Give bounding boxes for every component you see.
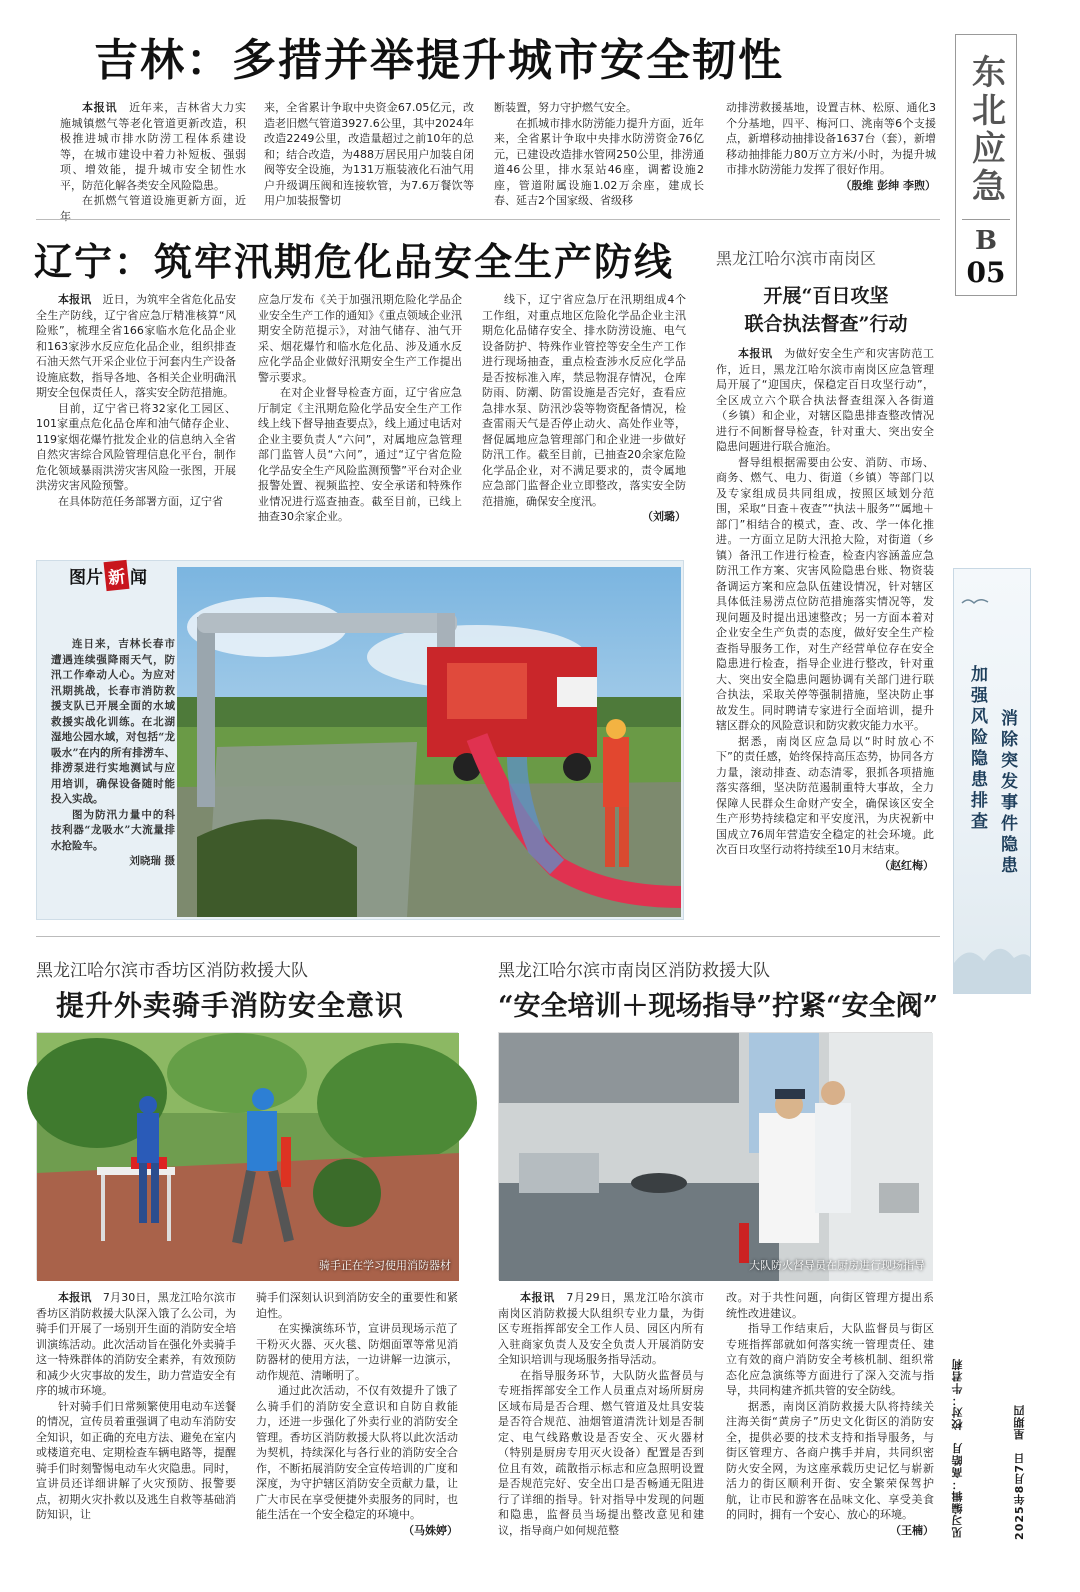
article1-text-1: 近年来，吉林省大力实施城镇燃气等老化管道更新改造，积极推进城市排水防涝工程体系建设等，在城市建设中着力补短板、强弱项、增效能，提升城市安全韧性水平，防范化解各类安全风险隐患。 [60,101,247,192]
photo-news-text-2: 图为防汛力量中的科技利器“龙吸水”大流量排水抢险车。 [51,808,175,852]
article3-text-3: 据悉，南岗区应急局以“时时放心不下”的责任感，始终保持高压态势，协同各方力量，滚动排查、动态清零，狠抓各项措施落实落细，坚决防范遏制重特大事故，全力保障人民群众生命财产安全，确保该区安全生产形势持续稳定和平安度汛，为庆祝新中国成立76周年营造安全稳定的社会环境。此次百日攻坚行动将持续至10月末结束。 [716,734,934,856]
slogan-line-2: 加强风险隐患排查 [967,665,987,833]
article5-text-1b: 在指导服务环节，大队防火监督员与专班指挥部安全工作人员重点对场所厨房区域布局是否合理、燃气管道及灶具安装是否符合规范、油烟管道清洗计划是否制定、电气线路敷设是否安全、灭火器材（特别是厨房专用灭火设备）配置是否到位且有效，疏散指示标志和应急照明设置是否规范完好、安全出口是否畅通无阻进行了详细的指导。针对指导中发现的问题和隐患，监督员当场提出整改意见和建议，指导商户如何规范整 [498,1368,704,1537]
article4-col1 [36,1290,236,1566]
article5-kicker: 黑龙江哈尔滨市南岗区消防救援大队 [498,961,770,981]
article4-headline: 提升外卖骑手消防安全意识 [56,989,405,1022]
editor-credits: 见习编辑：高皓月 校对：牛君莉 [951,1358,964,1538]
article5-byline: （王楠） [890,1523,934,1537]
section-name: 东北应急 [965,54,1006,206]
article3-byline: （赵红梅） [879,858,934,872]
article1-col3 [494,100,704,212]
article3-lead: 本报讯 [738,347,773,360]
article5-col1 [498,1290,704,1566]
photo-news-box [36,560,684,920]
article2-col2 [258,292,462,532]
drainage-truck-photo [177,567,681,917]
article4-byline: （马姝婷） [403,1523,458,1537]
article4-text-1b: 针对骑手们日常频繁使用电动车送餐的情况，宣传员着重强调了电动车消防安全知识，如正确的充电方法、避免在室内或楼道充电、定期检查车辆电路等，提醒骑手们时刻警惕电动车火灾隐患。同时，宣讲员还详细讲解了火灾预防、报警要点，初期火灾扑救以及逃生自救等基础消防知识，让 [36,1399,236,1521]
article3-headline-line1: 开展“百日攻坚 [763,285,889,307]
divider [36,936,940,937]
article3-text-2: 督导组根据需要由公安、消防、市场、商务、燃气、电力、街道（乡镇）等部门以及专家组成员共同组成，按照区域划分范围，采取“日查＋夜查”“执法＋服务”“属地＋部门”相结合的模式，查、改、学一体化推进。一方面立足防大汛抢大险，对街道（乡镇）备汛工作进行检查，检查内容涵盖应急防汛工作方案、灾害风险隐患台账、物资装备调运方案和应急队伍建设情况，针对辖区具体低洼易涝点位防范措施落实情况等，发现问题及时提出迅速整改；另一方面本着对企业安全生产负责的态度，做好安全生产检查指导服务工作，对生产经营单位存在安全隐患进行检查，指导企业进行整改，针对重大、突出安全隐患问题协调有关部门进行联合执法，采取关停等强制措施，坚决防止事故发生。同时聘请专家进行全面培训，提升辖区群众的风险意识和防灾救灾能力水平。 [716,455,934,732]
article2-text-1b: 目前，辽宁省已将32家化工园区、101家重点危化品仓库和油气储存企业、119家烟花爆竹批发企业的信息纳入全省自然灾害综合风险管理信息化平台，制作危化领域暴雨洪涝灾害风险一张图，开展洪涝灾害风险预警。 [36,401,236,492]
article4-text-2a: 骑手们深刻认识到消防安全的重要性和紧迫性。 [256,1291,458,1320]
article1-lead: 本报讯 [82,101,118,114]
article2-text-2a: 应急厅发布《关于加强汛期危险化学品企业安全生产工作的通知》《重点领域企业汛期安全防范提示》，对油气储存、油气开采、烟花爆竹和临水危化品、涉及通水反应化学品企业做好汛期安全生产工作提出警示要求。 [258,293,462,384]
page-number: 05 [966,256,1006,289]
article5-text-2a: 改。对于共性问题，向街区管理方提出系统性改进建议。 [726,1291,934,1320]
article5-lead: 本报讯 [520,1291,555,1304]
article1-text-4: 动排涝救援基地，设置吉林、松原、通化3个分基地，四平、梅河口、洮南等6个支援点，新增移动抽排设备1637台（套），新增移动抽排能力80万立方米/小时，为提升城市排水防涝能力发挥了很好作用。 [726,101,936,176]
article2-lead: 本报讯 [58,293,92,306]
article2-headline: 辽宁：筑牢汛期危化品安全生产防线 [34,239,675,284]
article5-photo-caption: 大队防火督导员在厨房进行现场指导 [749,1259,925,1272]
article2-text-2b: 在对企业督导检查方面，辽宁省应急厅制定《主汛期危险化学品安全生产工作线上线下督导抽查要点》，线上通过电话对企业主要负责人“六问”，对属地应急管理部门监管人员“六问”，通过“辽宁省危险化学品安全生产风险监测预警”平台对企业报警处置、视频监控、安全承诺和特殊作业情况进行巡查抽查。截至目前，已线上抽查30余家企业。 [258,386,462,523]
article4-text-1: 7月30日，黑龙江哈尔滨市香坊区消防救援大队深入饿了么公司，为骑手们开展了一场别开生面的消防安全培训演练活动。此次活动旨在强化外卖骑手这一特殊群体的消防安全素养，有效预防和减少火灾事故的发生，助力营造安全有序的城市环境。 [36,1291,237,1397]
article4-photo-caption: 骑手正在学习使用消防器材 [319,1259,451,1272]
article3-text-1: 为做好安全生产和灾害防范工作，近日，黑龙江哈尔滨市南岗区应急管理局开展了“迎国庆，保稳定百日攻坚行动”，全区成立六个联合执法督查组深入各街道（乡镇）和企业，对辖区隐患排查整改情况进行不间断督导检查，针对重大、突出安全隐患问题进行联合施治。 [716,347,934,453]
kitchen-inspection-image [499,1033,933,1281]
article3-body [716,346,934,920]
article2-text-1a: 近日，为筑牢全省危化品安全生产防线，辽宁省应急厅精准核算“风险账”，梳理全省166家临水危化品企业和163家涉水反应危化品企业，组织排查石油天然气开采企业位于河套内生产设备设施底数，指导各地、各相关企业明确汛期安全包保责任人，落实安全防范措施。 [36,293,237,399]
divider [36,219,940,220]
article5-text-2c: 据悉，南岗区消防救援大队将持续关注海关街“黄房子”历史文化街区的消防安全，提供必要的技术支持和指导服务，与街区管理方、各商户携手并肩，共同织密防火安全网，为这座承载历史记忆与崭新活力的街区顺利开街、安全繁荣保驾护航，让市民和游客在品味文化、享受美食的同时，拥有一个安心、放心的环境。 [726,1399,934,1521]
article4-lead: 本报讯 [58,1291,92,1304]
article1-text-1b: 在抓燃气管道设施更新方面，近年 [60,194,246,223]
photo-news-tag-1: 图片 [69,568,103,588]
article1-text-3a: 断装置，努力守护燃气安全。 [494,101,637,114]
article1-headline: 吉林：多措并举提升城市安全韧性 [94,35,784,86]
kitchen-inspection-photo [498,1032,932,1280]
safety-slogan-banner [953,568,1031,994]
article1-col2: 来，全省累计争取中央资金67.05亿元，改造老旧燃气管道3927.6公里，其中2024年改造2249公里，改造量超过之前10年的总和；结合改造，为488万居民用户加装自闭阀等安全设施，为131万瓶装液化石油气用户升级调压阀和连接软管，为7.6万餐饮等用户加装报警切 [264,101,474,207]
article5-col2 [726,1290,934,1566]
article3-kicker: 黑龙江哈尔滨市南岗区 [716,249,877,268]
article4-text-2b: 在实操演练环节，宣讲员现场示范了干粉灭火器、灭火毯、防烟面罩等常见消防器材的使用方法，一边讲解一边演示，动作规范、清晰明了。 [256,1322,458,1382]
article5-text-1: 7月29日，黑龙江哈尔滨市南岗区消防救援大队组织专业力量，为街区专班指挥部安全工作人员、园区内所有入驻商家负责人及安全负责人开展消防安全知识培训与现场服务指导活动。 [498,1291,705,1366]
page-info-vertical [951,1318,1062,1578]
article2-byline: （刘璐） [642,510,686,523]
issue-date: 2025年8月7日 星期四 [1013,1404,1026,1540]
article1-col1 [60,100,247,223]
article2-text-1c: 在具体防范任务部署方面，辽宁省 [58,494,223,508]
slogan-line-1: 消除突发事件隐患 [997,709,1017,877]
rider-training-photo [36,1032,458,1280]
mountain-decoration [954,913,1030,993]
article2-col1 [36,292,236,532]
article1-text-3b: 在抓城市排水防涝能力提升方面，近年来，全省累计争取中央排水防涝资金76亿元，已建设改造排水管网250公里，排涝通道46公里，排水泵站46座，调蓄设施2座，管道附属设施1.02万余座，建成长春、延吉2个国家级、省级移 [494,116,704,207]
article2-col3 [482,292,686,532]
article3-headline [716,282,936,338]
article5-headline: “安全培训＋现场指导”拧紧“安全阀” [498,991,939,1022]
article4-col2 [256,1290,458,1566]
photo-news-tag-3: 闻 [130,568,147,588]
article2-text-3a: 线下，辽宁省应急厅在汛期组成4个工作组，对重点地区危险化学品企业主汛期危化品储存安全、排水防涝设施、电气设备防护、特殊作业管控等安全生产工作进行现场抽查，重点检查涉水反应化学品是否按标准入库，禁忌物混存情况，仓库防雨、防潮、防雷设施是否完好，查看应急排水泵、防汛沙袋等物资配备情况，检查雷雨天气是否停止动火、高处作业等，督促属地应急管理部门和企业进一步做好防汛工作。截至目前，已抽查20余家危险化学品企业，对不满足要求的，责令属地应急部门监督企业立即整改，落实安全防范措施，确保安全度汛。 [482,293,686,508]
photo-news-text-1: 连日来，吉林长春市遭遇连续强降雨天气，防汛工作牵动人心。为应对汛期挑战，长春市消防救援支队已开展全面的水域救援实战化训练。在北湖湿地公园水域，对包括“龙吸水”在内的所有排涝车、排涝泵进行实地测试与应用培训，确保设备随时能投入实战。 [51,638,175,805]
article4-kicker: 黑龙江哈尔滨市香坊区消防救援大队 [36,961,308,981]
article3-headline-line2: 联合执法督查”行动 [744,313,908,335]
photo-news-tag [69,561,147,590]
photo-news-tag-2: 新 [104,560,130,591]
page-letter: B [975,226,997,256]
article5-text-2b: 指导工作结束后，大队监督员与街区专班指挥部就如何落实统一管理责任、建立有效的商户消防安全考核机制、组织常态化应急演练等方面进行了深入交流与指导，共同构建齐抓共管的安全防线。 [726,1322,934,1397]
rider-training-image [37,1033,459,1281]
section-masthead [955,34,1017,296]
photo-news-credit: 刘晓瑞 摄 [129,855,175,867]
article1-byline: （殷维 彭绅 李煦） [840,178,936,192]
photo-news-caption [51,637,175,870]
article4-text-2c: 通过此次活动，不仅有效提升了饿了么骑手们的消防安全意识和自防自救能力，还进一步强化了外卖行业的消防安全管理。香坊区消防救援大队将以此次活动为契机，持续深化与各行业的消防安全合作，不断拓展消防安全宣传培训的广度和深度，为守护辖区消防安全贡献力量，让广大市民在享受便捷外卖服务的同时，也能生活在一个安全稳定的环境中。 [256,1384,458,1521]
seagull-icon [960,595,990,607]
article1-col4 [726,100,936,212]
